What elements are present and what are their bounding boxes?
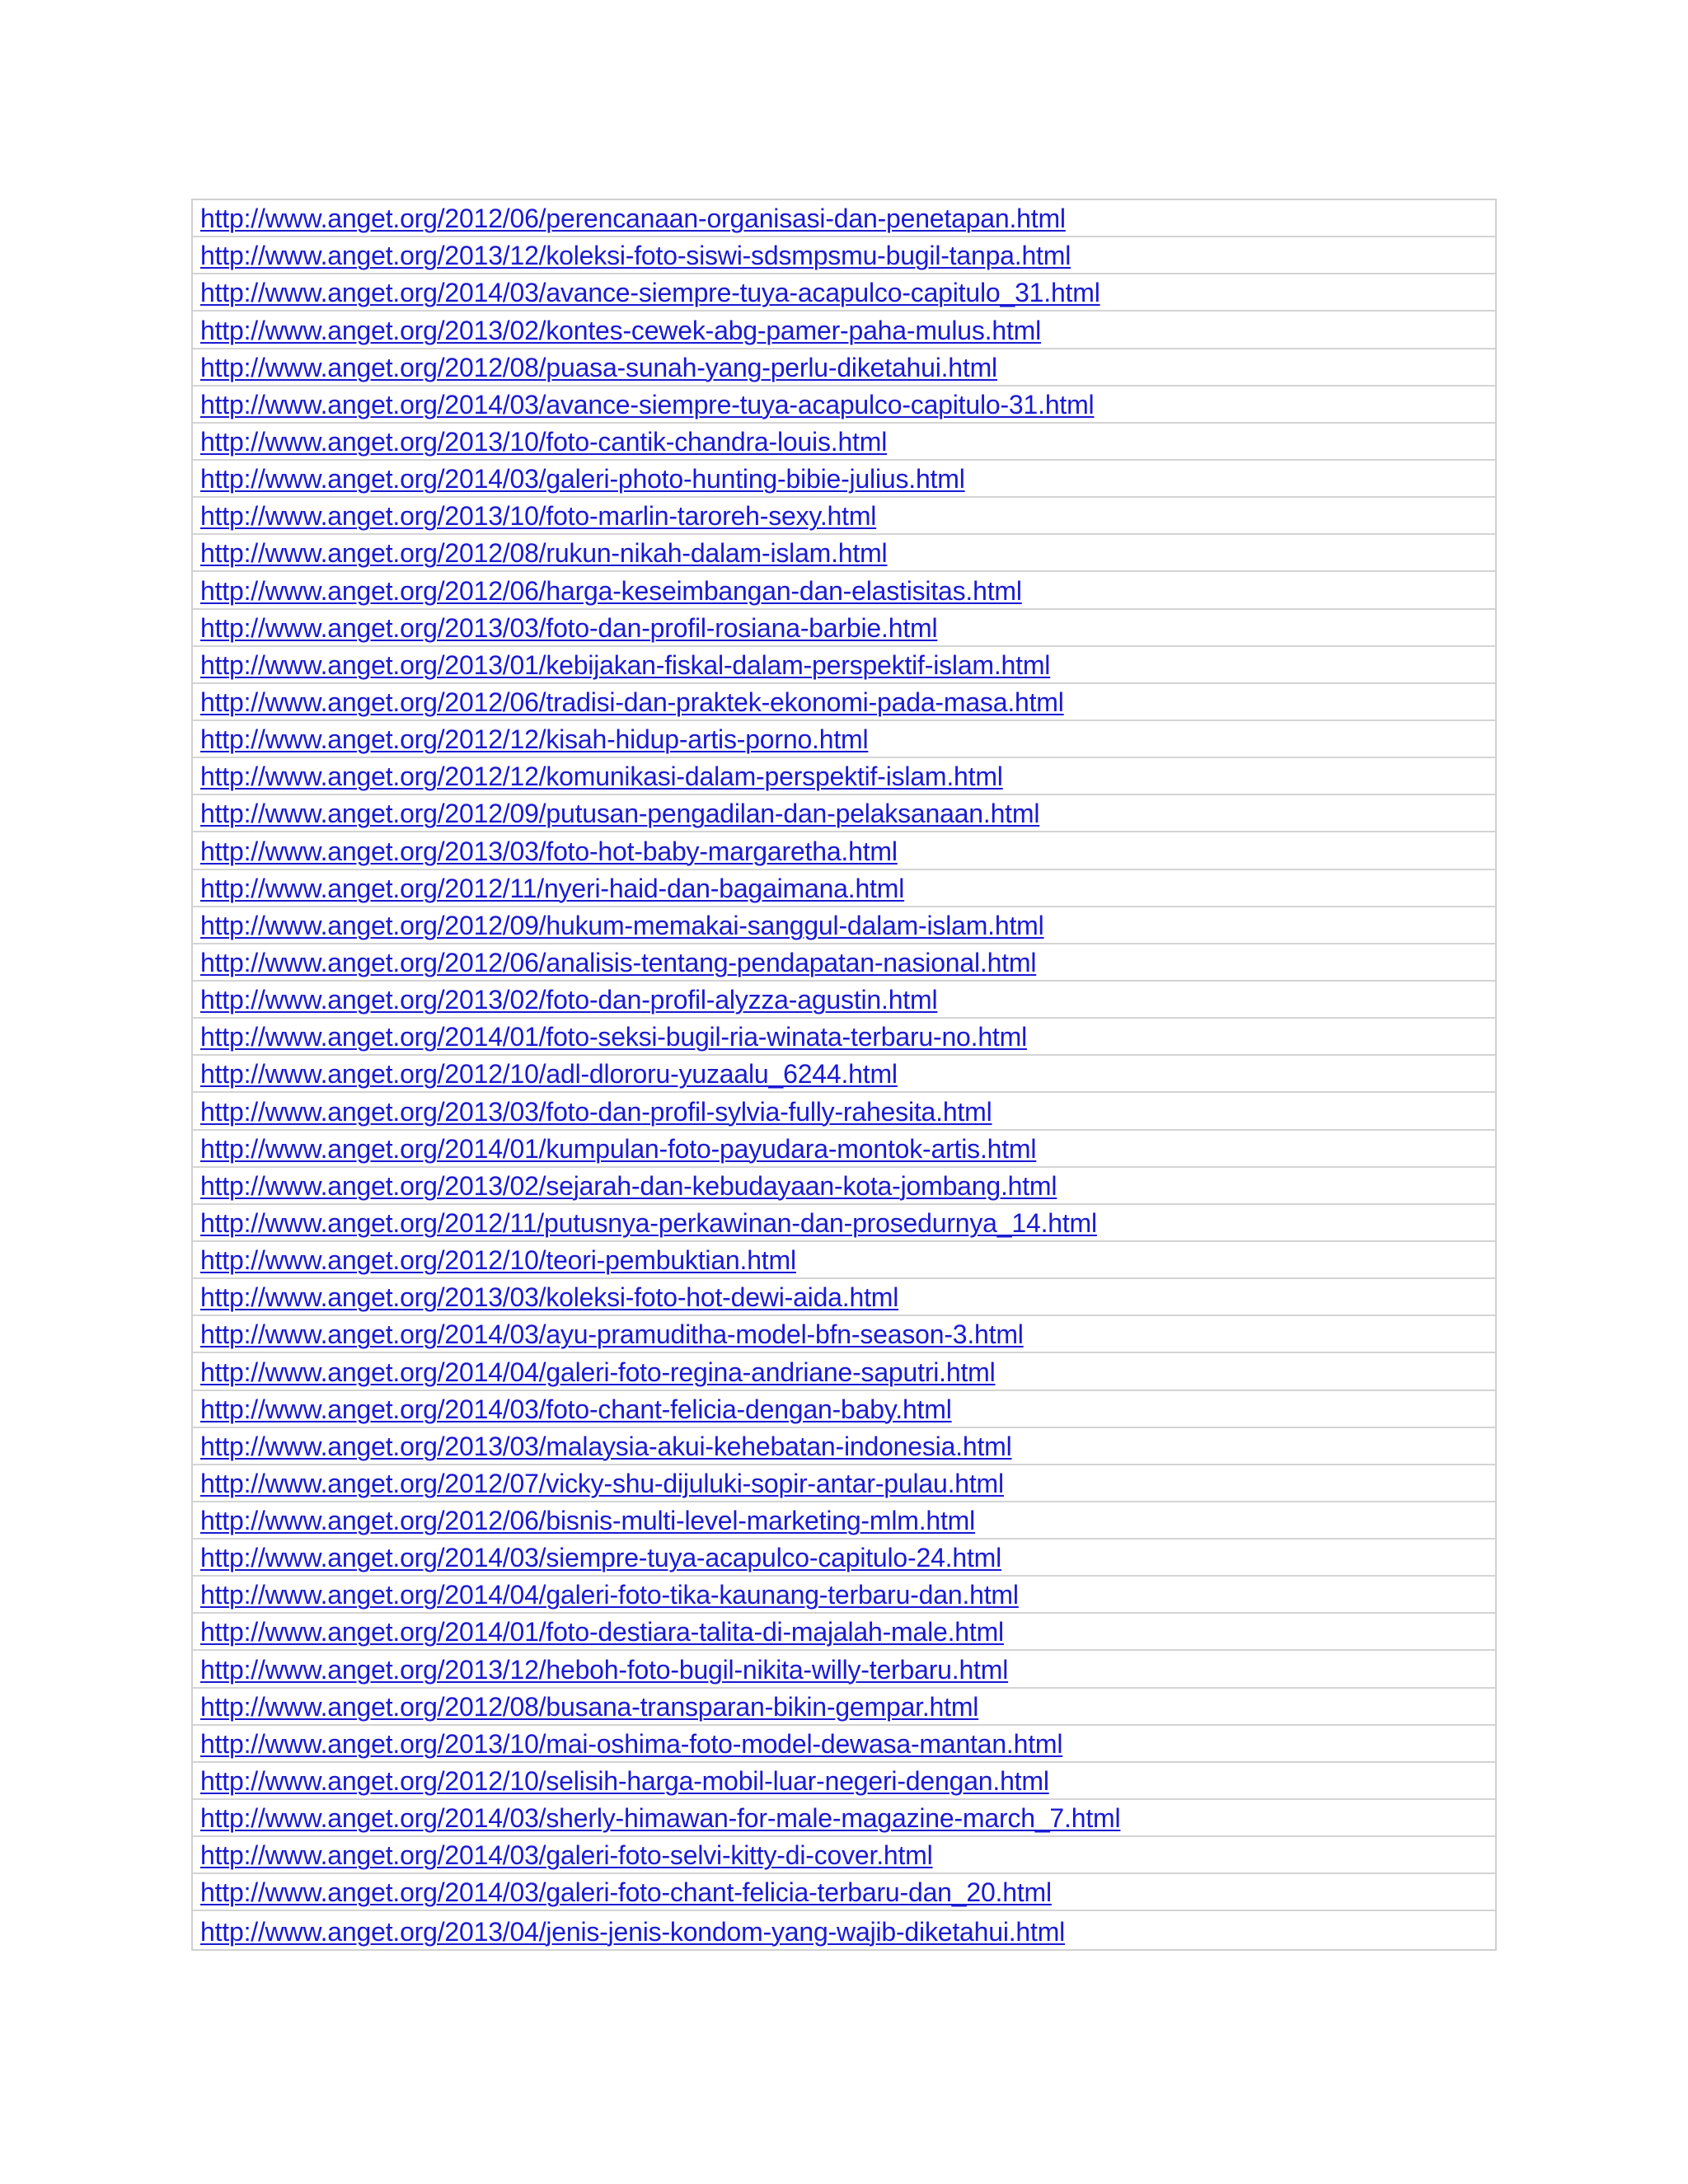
url-link[interactable]: http://www.anget.org/2014/03/galeri-foto-selvi-kitty-di-cover.html (200, 1840, 933, 1871)
table-row (193, 1911, 1495, 1948)
table-row (193, 1689, 1495, 1726)
table-row (193, 1837, 1495, 1874)
url-link[interactable]: http://www.anget.org/2012/06/bisnis-multi-level-marketing-mlm.html (200, 1506, 976, 1536)
table-row (193, 1316, 1495, 1353)
url-link[interactable]: http://www.anget.org/2014/03/foto-chant-felicia-dengan-baby.html (200, 1394, 952, 1424)
url-link[interactable]: http://www.anget.org/2014/01/foto-seksi-bugil-ria-winata-terbaru-no.html (200, 1022, 1027, 1052)
table-row (193, 610, 1495, 647)
url-link[interactable]: http://www.anget.org/2012/11/putusnya-perkawinan-dan-prosedurnya_14.html (200, 1207, 1097, 1238)
url-link[interactable]: http://www.anget.org/2012/06/perencanaan-organisasi-dan-penetapan.html (200, 204, 1066, 234)
url-link[interactable]: http://www.anget.org/2014/04/galeri-foto-tika-kaunang-terbaru-dan.html (200, 1580, 1019, 1610)
url-link[interactable]: http://www.anget.org/2012/06/tradisi-dan-praktek-ekonomi-pada-masa.html (200, 687, 1064, 717)
url-link[interactable]: http://www.anget.org/2013/10/foto-cantik-chandra-louis.html (200, 426, 888, 457)
url-link[interactable]: http://www.anget.org/2012/10/selisih-harga-mobil-luar-negeri-dengan.html (200, 1766, 1049, 1797)
table-row (193, 387, 1495, 424)
url-link[interactable]: http://www.anget.org/2012/09/hukum-memakai-sanggul-dalam-islam.html (200, 910, 1044, 940)
table-row (193, 1540, 1495, 1577)
url-link[interactable]: http://www.anget.org/2012/08/puasa-sunah-yang-perlu-diketahui.html (200, 352, 997, 382)
table-row (193, 1577, 1495, 1614)
table-row (193, 1726, 1495, 1763)
table-row (193, 1205, 1495, 1242)
url-link[interactable]: http://www.anget.org/2013/12/heboh-foto-bugil-nikita-willy-terbaru.html (200, 1654, 1009, 1685)
table-row (193, 982, 1495, 1019)
table-row (193, 312, 1495, 349)
url-link[interactable]: http://www.anget.org/2013/03/malaysia-akui-kehebatan-indonesia.html (200, 1431, 1012, 1461)
url-link[interactable]: http://www.anget.org/2013/04/jenis-jenis-kondom-yang-wajib-diketahui.html (200, 1916, 1066, 1947)
url-link[interactable]: http://www.anget.org/2014/03/sherly-himawan-for-male-magazine-march_7.html (200, 1803, 1121, 1834)
table-row (193, 1093, 1495, 1130)
table-row (193, 461, 1495, 498)
table-row (193, 535, 1495, 572)
url-link[interactable]: http://www.anget.org/2012/06/analisis-tentang-pendapatan-nasional.html (200, 947, 1037, 977)
url-link[interactable]: http://www.anget.org/2013/02/sejarah-dan-kebudayaan-kota-jombang.html (200, 1170, 1057, 1201)
table-row (193, 498, 1495, 535)
url-link[interactable]: http://www.anget.org/2012/12/komunikasi-dalam-perspektif-islam.html (200, 762, 1003, 792)
table-row (193, 349, 1495, 387)
table-row (193, 1056, 1495, 1093)
url-link[interactable]: http://www.anget.org/2014/03/ayu-pramuditha-model-bfn-season-3.html (200, 1319, 1024, 1350)
url-link[interactable]: http://www.anget.org/2013/10/mai-oshima-foto-model-dewasa-mantan.html (200, 1728, 1063, 1759)
url-link[interactable]: http://www.anget.org/2013/03/foto-dan-profil-sylvia-fully-rahesita.html (200, 1096, 992, 1127)
url-link[interactable]: http://www.anget.org/2012/11/nyeri-haid-dan-bagaimana.html (200, 873, 905, 903)
url-link[interactable]: http://www.anget.org/2013/03/foto-hot-baby-margaretha.html (200, 836, 898, 866)
table-row (193, 907, 1495, 944)
url-link[interactable]: http://www.anget.org/2014/03/avance-siempre-tuya-acapulco-capitulo_31.html (200, 278, 1100, 308)
url-link[interactable]: http://www.anget.org/2013/02/foto-dan-profil-alyzza-agustin.html (200, 985, 938, 1015)
url-link[interactable]: http://www.anget.org/2013/10/foto-marlin-taroreh-sexy.html (200, 501, 877, 532)
url-link[interactable]: http://www.anget.org/2014/01/foto-destiara-talita-di-majalah-male.html (200, 1617, 1004, 1647)
table-row (193, 1279, 1495, 1316)
table-row (193, 647, 1495, 684)
table-row (193, 1019, 1495, 1056)
table-row (193, 1168, 1495, 1205)
url-link[interactable]: http://www.anget.org/2014/04/galeri-foto-regina-andriane-saputri.html (200, 1357, 996, 1387)
url-link[interactable]: http://www.anget.org/2014/03/galeri-foto-chant-felicia-terbaru-dan_20.html (200, 1877, 1052, 1908)
table-row (193, 1614, 1495, 1651)
table-row (193, 274, 1495, 312)
url-link[interactable]: http://www.anget.org/2013/01/kebijakan-fiskal-dalam-perspektif-islam.html (200, 649, 1051, 680)
url-link[interactable]: http://www.anget.org/2013/03/foto-dan-profil-rosiana-barbie.html (200, 612, 938, 643)
table-row (193, 721, 1495, 758)
url-link[interactable]: http://www.anget.org/2012/12/kisah-hidup-artis-porno.html (200, 724, 869, 755)
table-row (193, 684, 1495, 721)
table-row (193, 1465, 1495, 1502)
table-row (193, 237, 1495, 274)
url-link[interactable]: http://www.anget.org/2012/06/harga-keseimbangan-dan-elastisitas.html (200, 575, 1022, 606)
url-link[interactable]: http://www.anget.org/2014/03/avance-siempre-tuya-acapulco-capitulo-31.html (200, 389, 1095, 419)
url-link[interactable]: http://www.anget.org/2012/10/teori-pembuktian.html (200, 1245, 796, 1276)
table-row (193, 200, 1495, 237)
url-link[interactable]: http://www.anget.org/2014/03/siempre-tuya-acapulco-capitulo-24.html (200, 1543, 1002, 1573)
url-link[interactable]: http://www.anget.org/2013/12/koleksi-foto-siswi-sdsmpsmu-bugil-tanpa.html (200, 241, 1071, 271)
url-link[interactable]: http://www.anget.org/2012/10/adl-dlororu-yuzaalu_6244.html (200, 1059, 898, 1090)
table-row (193, 424, 1495, 461)
table-row (193, 1391, 1495, 1428)
table-row (193, 1800, 1495, 1837)
table-row (193, 832, 1495, 869)
table-row (193, 1502, 1495, 1540)
url-link[interactable]: http://www.anget.org/2013/02/kontes-cewek-abg-pamer-paha-mulus.html (200, 315, 1042, 345)
url-link[interactable]: http://www.anget.org/2014/03/galeri-photo-hunting-bibie-julius.html (200, 464, 965, 494)
table-row (193, 870, 1495, 907)
url-link[interactable]: http://www.anget.org/2014/01/kumpulan-foto-payudara-montok-artis.html (200, 1133, 1037, 1164)
table-row (193, 795, 1495, 832)
table-row (193, 1874, 1495, 1911)
table-row (193, 1242, 1495, 1279)
url-link[interactable]: http://www.anget.org/2012/08/busana-transparan-bikin-gempar.html (200, 1691, 979, 1722)
url-link[interactable]: http://www.anget.org/2013/03/koleksi-foto-hot-dewi-aida.html (200, 1282, 899, 1313)
url-link[interactable]: http://www.anget.org/2012/07/vicky-shu-dijuluki-sopir-antar-pulau.html (200, 1468, 1004, 1498)
table-row (193, 944, 1495, 982)
table-row (193, 572, 1495, 609)
link-list-table (191, 199, 1497, 1951)
table-row (193, 1763, 1495, 1800)
url-link[interactable]: http://www.anget.org/2012/08/rukun-nikah-dalam-islam.html (200, 538, 888, 569)
table-row (193, 1353, 1495, 1390)
url-link[interactable]: http://www.anget.org/2012/09/putusan-pengadilan-dan-pelaksanaan.html (200, 799, 1040, 829)
table-row (193, 1428, 1495, 1465)
table-row (193, 1651, 1495, 1688)
table-row (193, 1131, 1495, 1168)
table-row (193, 758, 1495, 795)
